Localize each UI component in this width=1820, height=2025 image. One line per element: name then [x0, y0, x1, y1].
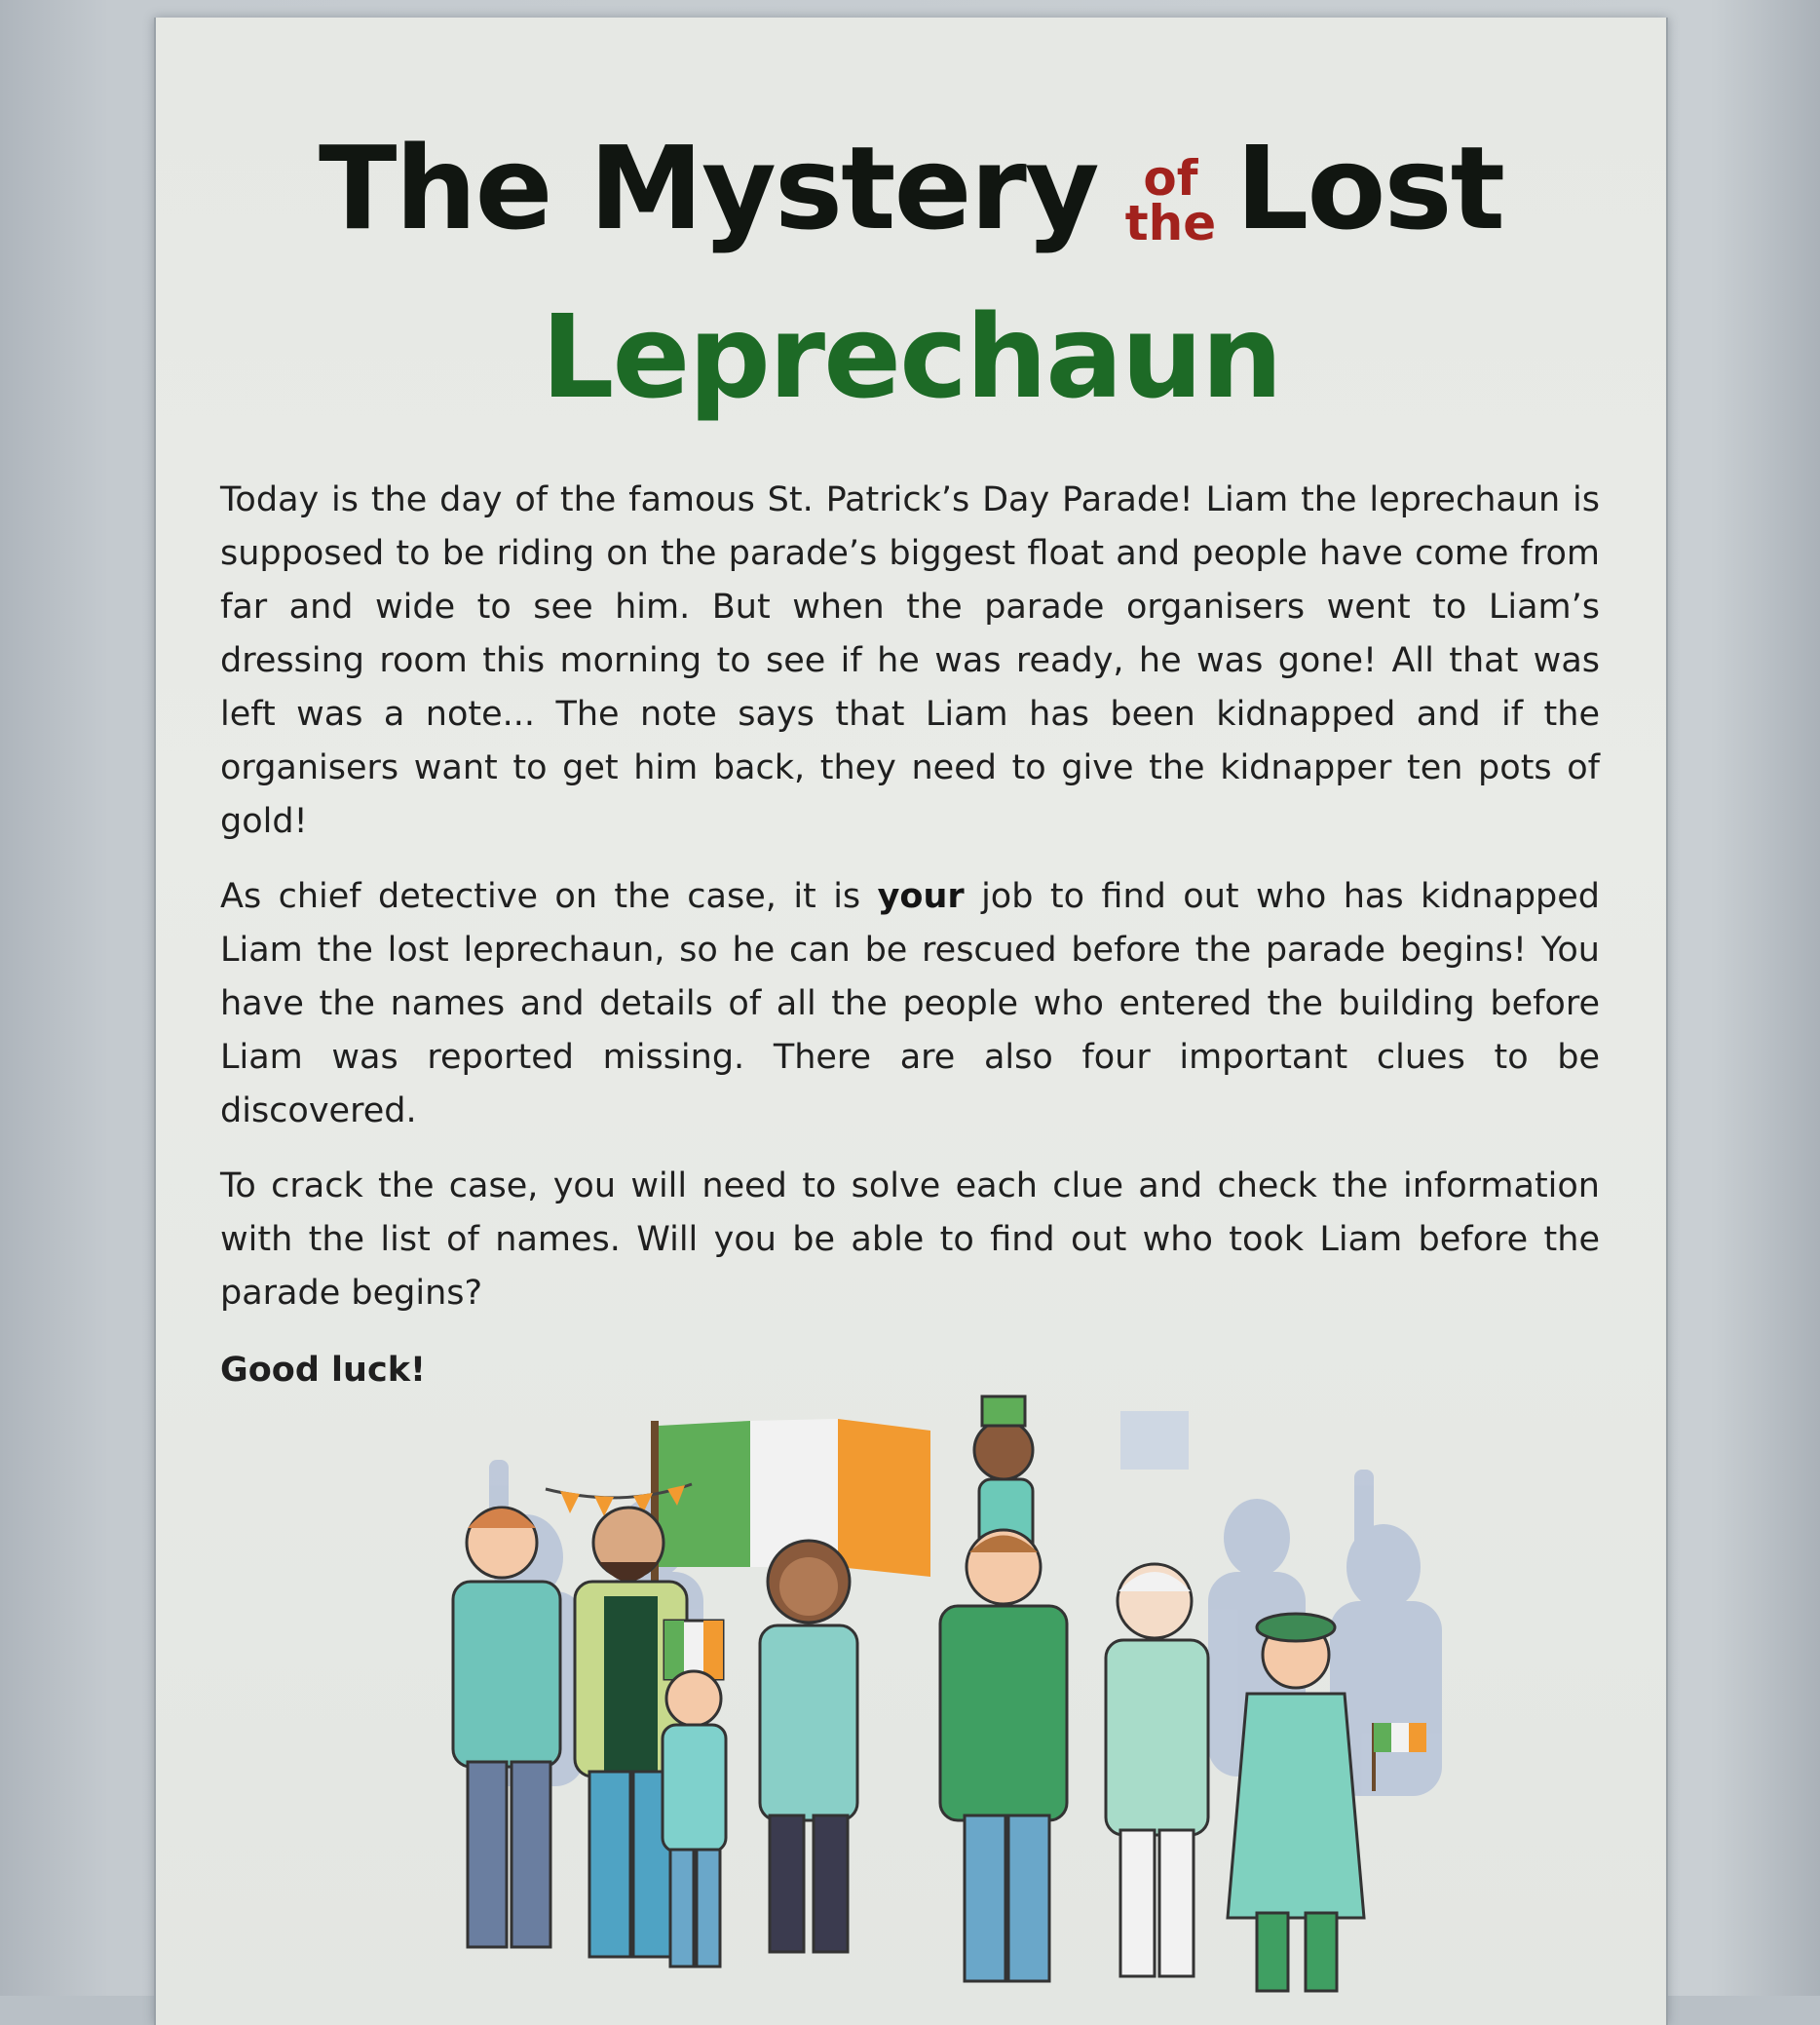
- title-of: of: [1143, 149, 1198, 207]
- person-4-with-child: [940, 1396, 1067, 1981]
- title-the: the: [1124, 194, 1217, 251]
- title-line-1: [156, 115, 1666, 261]
- person-3: [760, 1541, 857, 1952]
- paragraph-detective: [220, 870, 1600, 1138]
- paragraph-instructions: To crack the case, you will need to solve each clue and check the information with the list of names. Will you be able to find out who took Liam before the parade begins?: [220, 1166, 1600, 1313]
- story-body: [220, 474, 1600, 1419]
- title-line-2: Leprechaun: [541, 289, 1281, 424]
- paragraph-detective-end: job to find out who has kidnapped Liam the lost leprechaun, so he can be rescued before the parade begins! You have the names and details of all the people who entered the building before Liam was reported missing. There are also four important clues to be discovered.: [220, 877, 1601, 1130]
- paragraph-detective-start: As chief detective on the case, it is: [220, 877, 878, 916]
- paragraph-intro: Today is the day of the famous St. Patrick’s Day Parade! Liam the leprechaun is supposed to be riding on the parade’s biggest float and people have come from far and wide to see him. But when the parade organisers went to Liam’s dressing room this morning to see if he was ready, he was gone! All that was left was a note... The note says that Liam has been kidnapped and if the organisers want to get him back, they need to give the kidnapper ten pots of gold!: [220, 480, 1600, 841]
- document-page: [154, 18, 1668, 2025]
- parade-crowd-illustration: [399, 1372, 1569, 2015]
- title-word-lost: Lost: [1235, 121, 1504, 255]
- title-word-mystery: The Mystery: [318, 121, 1098, 255]
- emphasis-your: your: [877, 877, 965, 916]
- person-5: [1106, 1564, 1208, 1976]
- closing-good-luck: Good luck!: [220, 1351, 426, 1390]
- title-of-the: [1124, 149, 1217, 251]
- child-with-hat: [663, 1621, 726, 1967]
